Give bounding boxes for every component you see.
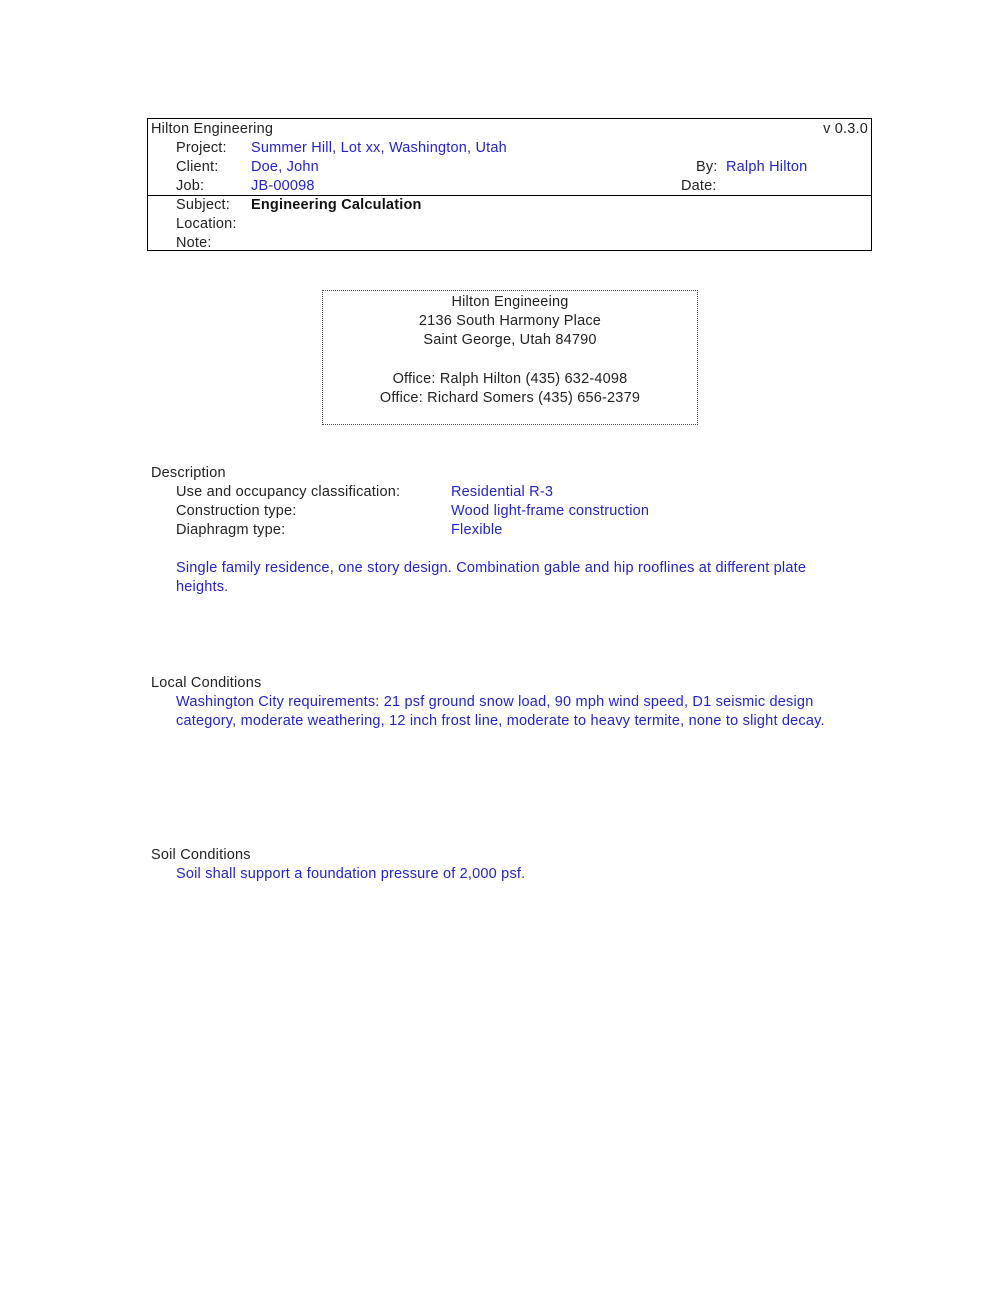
construction-type-label: Construction type: (176, 503, 297, 519)
subject-value: Engineering Calculation (251, 197, 422, 213)
address-spacer (323, 351, 697, 370)
location-label: Location: (176, 216, 237, 232)
client-label: Client: (176, 159, 219, 175)
address-office-1: Office: Ralph Hilton (435) 632-4098 (392, 370, 628, 387)
soil-conditions-title: Soil Conditions (151, 847, 251, 863)
project-value: Summer Hill, Lot xx, Washington, Utah (251, 140, 507, 156)
diaphragm-type-label: Diaphragm type: (176, 522, 286, 538)
header-block (147, 118, 872, 251)
description-text: Single family residence, one story design. Combination gable and hip rooflines at different plate heights. (176, 560, 807, 596)
version-label: v 0.3.0 (823, 121, 868, 137)
client-value: Doe, John (251, 159, 319, 175)
by-label: By: (696, 159, 718, 175)
project-label: Project: (176, 140, 227, 156)
construction-type-value: Wood light-frame construction (451, 503, 650, 519)
job-value: JB-00098 (251, 178, 315, 194)
occupancy-value: Residential R-3 (451, 484, 554, 500)
note-label: Note: (176, 235, 212, 251)
address-company: Hilton Engineeing (451, 294, 569, 310)
address-box (322, 290, 698, 425)
occupancy-label: Use and occupancy classification: (176, 484, 401, 500)
local-conditions-title: Local Conditions (151, 675, 262, 691)
by-value: Ralph Hilton (726, 159, 808, 175)
diaphragm-type-value: Flexible (451, 522, 503, 538)
address-street: 2136 South Harmony Place (418, 313, 602, 330)
address-city: Saint George, Utah 84790 (423, 332, 597, 349)
date-label: Date: (681, 178, 717, 194)
soil-conditions-text: Soil shall support a foundation pressure of 2,000 psf. (176, 866, 526, 882)
address-office-2: Office: Richard Somers (435) 656-2379 (379, 389, 641, 406)
subject-label: Subject: (176, 197, 230, 213)
job-label: Job: (176, 178, 205, 194)
description-title: Description (151, 465, 226, 481)
company-name: Hilton Engineering (151, 121, 274, 137)
local-conditions-text: Washington City requirements: 21 psf ground snow load, 90 mph wind speed, D1 seismic design category, moderate weathering, 12 inch frost line, moderate to heavy termite, none to slight decay. (176, 694, 825, 730)
